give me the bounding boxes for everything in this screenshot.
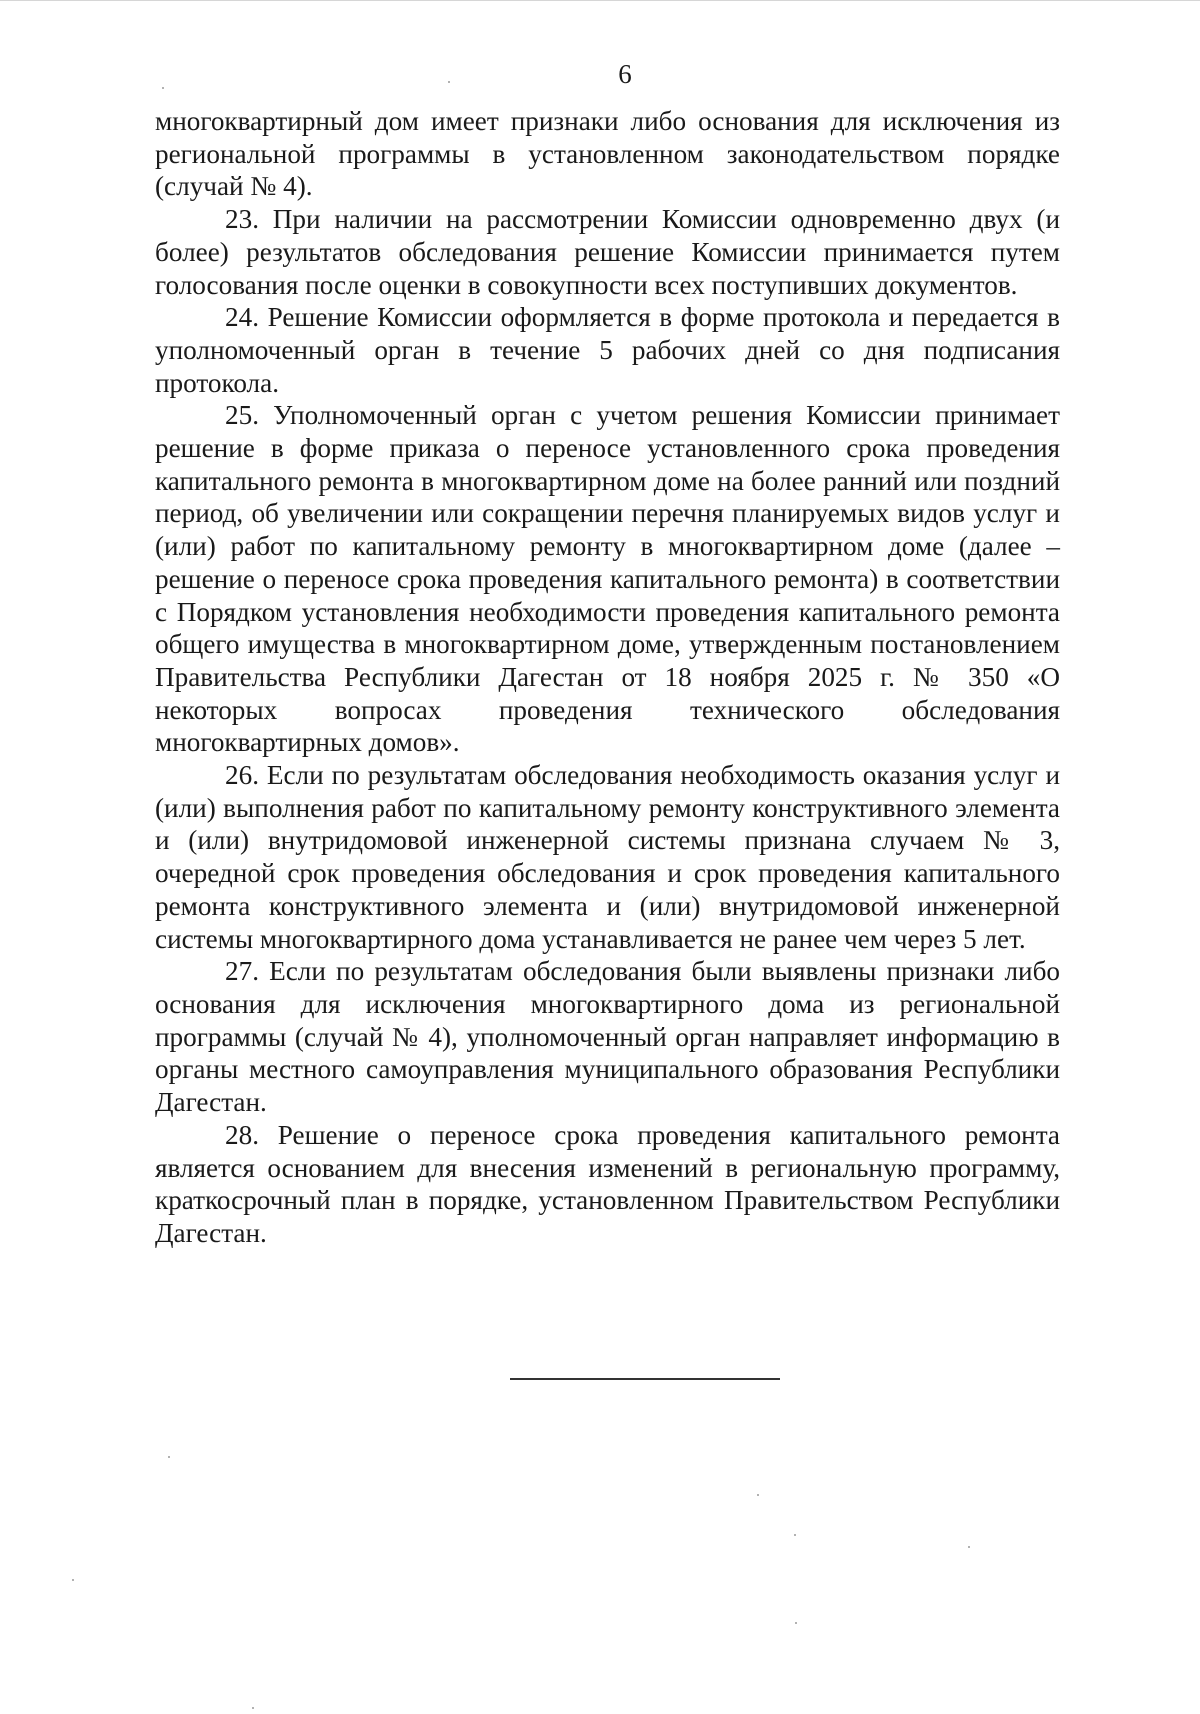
page-number: 6 [618, 59, 632, 89]
paragraph-continuation: многоквартирный дом имеет признаки либо основания для исключения из региональной программы в установленном законодательством порядке (случай № 4). [155, 106, 1060, 202]
scan-speck [794, 1534, 796, 1536]
paragraph-item-28: 28. Решение о переносе срока проведения капитального ремонта является основанием для внесения изменений в региональную программу, краткосрочный план в порядке, установленном Правительством Республики Дагестан. [155, 1119, 1060, 1248]
end-of-text-rule [510, 1378, 780, 1380]
scan-speck [795, 1622, 797, 1624]
scan-speck [968, 1546, 970, 1548]
paragraph-item-26: 26. Если по результатам обследования необходимость оказания услуг и (или) выполнения работ по капитальному ремонту конструктивного элемента и (или) внутридомовой инженерной системы признана случаем № 3, очередной срок проведения обследования и срок проведения капитального ремонта конструктивного элемента и (или) внутридомовой инженерной системы многоквартирного дома устанавливается не ранее чем через 5 лет. [155, 760, 1060, 954]
scan-speck [162, 87, 164, 89]
document-body [155, 105, 1060, 1250]
paragraph-item-27: 27. Если по результатам обследования были выявлены признаки либо основания для исключения многоквартирного дома из региональной программы (случай № 4), уполномоченный орган направляет информацию в органы местного самоуправления муниципального образования Республики Дагестан. [155, 956, 1060, 1118]
scan-speck [72, 1579, 74, 1581]
paragraph-item-24: 24. Решение Комиссии оформляется в форме протокола и передается в уполномоченный орган в течение 5 рабочих дней со дня подписания протокола. [155, 302, 1060, 398]
scan-speck [757, 1494, 759, 1496]
paragraph-item-23: 23. При наличии на рассмотрении Комиссии одновременно двух (и более) результатов обследования решение Комиссии принимается путем голосования после оценки в совокупности всех поступивших документов. [155, 204, 1060, 300]
scan-speck [448, 81, 450, 83]
scan-speck [252, 1707, 254, 1709]
paragraph-item-25: 25. Уполномоченный орган с учетом решения Комиссии принимает решение в форме приказа о переносе установленного срока проведения капитального ремонта в многоквартирном доме на более ранний или поздний период, об увеличении или сокращении перечня планируемых видов услуг и (или) работ по капитальному ремонту в многоквартирном доме (далее – решение о переносе срока проведения капитального ремонта) в соответствии с Порядком установления необходимости проведения капитального ремонта общего имущества в многоквартирном доме, утвержденным постановлением Правительства Республики Дагестан от 18 ноября 2025 г. № 350 «О некоторых вопросах проведения технического обследования многоквартирных домов». [155, 400, 1060, 758]
scan-speck [168, 1456, 170, 1458]
